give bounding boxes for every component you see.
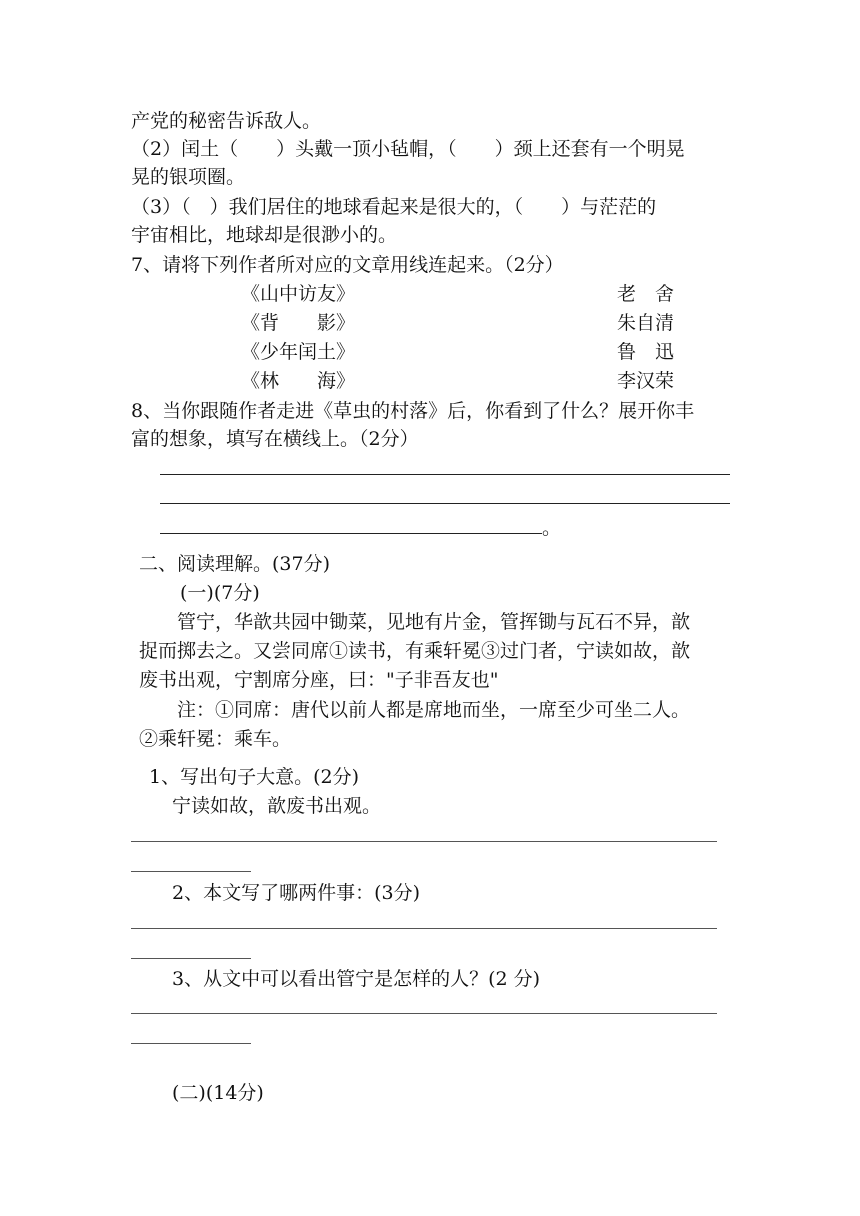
- answer-line: [131, 928, 717, 929]
- answer-line: [131, 958, 251, 959]
- question-3: 3、从文中可以看出管宁是怎样的人？(2 分): [172, 968, 541, 990]
- answer-line: [131, 841, 717, 842]
- q8-prompt-line1: 8、当你跟随作者走进《草虫的村落》后，你看到了什么？展开你丰: [131, 400, 695, 422]
- q6-item2-line2: 晃的银项圈。: [131, 166, 246, 188]
- q7-author: 李汉荣: [617, 370, 675, 392]
- q7-work: 《林 海》: [241, 370, 356, 392]
- answer-line: [131, 1013, 717, 1014]
- q8-end-mark: 。: [542, 517, 562, 539]
- q6-item2-line1: （2）闰土（ ）头戴一顶小毡帽，（ ）颈上还套有一个明晃: [131, 138, 685, 160]
- subsection-heading: (二)(14分): [172, 1082, 264, 1104]
- passage-line: 捉而掷去之。又尝同席①读书，有乘轩冕③过门者，宁读如故，歆: [139, 640, 691, 662]
- answer-line: [131, 871, 251, 872]
- q7-author: 鲁 迅: [617, 341, 675, 363]
- answer-line: [131, 1043, 251, 1044]
- q7-work: 《山中访友》: [241, 283, 356, 305]
- section-heading: 二、阅读理解。(37分): [139, 553, 331, 575]
- footnote: 注：①同席：唐代以前人都是席地而坐，一席至少可坐二人。: [139, 699, 691, 721]
- footnote: ②乘轩冕：乘车。: [139, 728, 292, 750]
- q7-work: 《背 影》: [241, 312, 356, 334]
- q8-prompt-line2: 富的想象，填写在横线上。（2分）: [131, 428, 419, 450]
- subsection-heading: (一)(7分): [180, 582, 260, 604]
- q7-prompt: 7、请将下列作者所对应的文章用线连起来。（2分）: [131, 254, 564, 276]
- question-1-sentence: 宁读如故，歆废书出观。: [172, 795, 382, 817]
- question-1: 1、写出句子大意。(2分): [149, 766, 360, 788]
- question-2: 2、本文写了哪两件事：(3分): [172, 882, 421, 904]
- q7-work: 《少年闰土》: [241, 341, 356, 363]
- passage-line: 管宁，华歆共园中锄菜，见地有片金，管挥锄与瓦石不异，歆: [139, 611, 691, 633]
- q7-author: 老 舍: [617, 283, 675, 305]
- q6-item3-line2: 宇宙相比，地球却是很渺小的。: [131, 224, 398, 246]
- answer-line: [160, 503, 730, 504]
- answer-line: [160, 533, 542, 534]
- answer-line: [160, 474, 730, 475]
- passage-line: 废书出观，宁割席分座，曰："子非吾友也": [139, 669, 499, 691]
- q6-tail: 产党的秘密告诉敌人。: [131, 110, 322, 132]
- q7-author: 朱自清: [617, 312, 675, 334]
- q6-item3-line1: （3）（ ）我们居住的地球看起来是很大的，（ ）与茫茫的: [131, 196, 657, 218]
